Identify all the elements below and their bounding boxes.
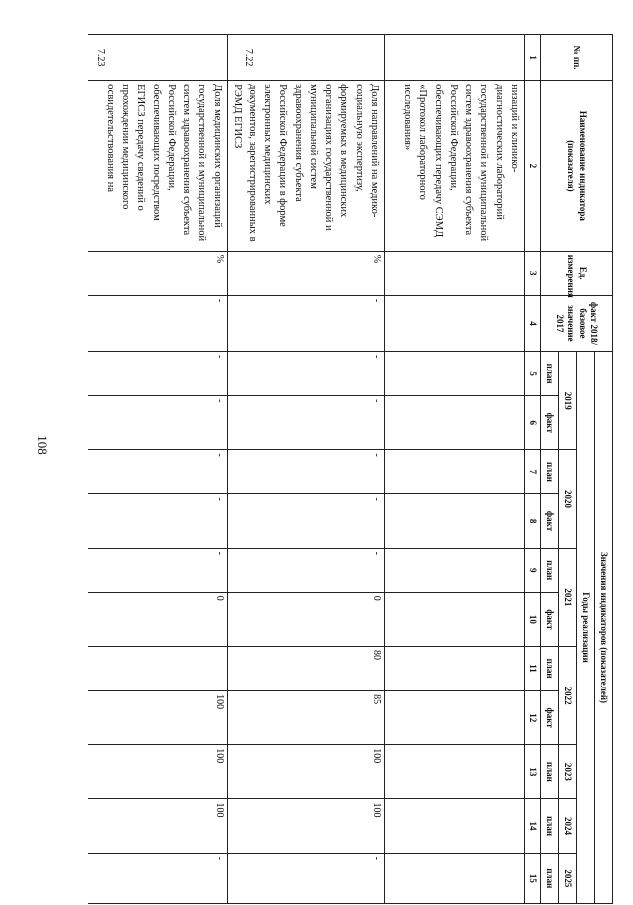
- col-number: 6: [524, 396, 540, 450]
- value-2020-plan: -: [88, 450, 227, 494]
- table-row: [384, 35, 524, 904]
- header-no: № пп.: [541, 35, 613, 81]
- value-2021-plan: [384, 548, 524, 592]
- value-2019-plan: -: [227, 352, 384, 396]
- header-unit: Ед. измерения: [541, 251, 613, 295]
- value-2025-plan: -: [227, 853, 384, 903]
- value-2022-fact: 100: [88, 691, 227, 745]
- value-2020-fact: [384, 494, 524, 548]
- value-2020-fact: -: [88, 494, 227, 548]
- value-2020-plan: -: [227, 450, 384, 494]
- value-2024-plan: [384, 799, 524, 853]
- col-number: 7: [524, 450, 540, 494]
- value-2019-fact: [384, 396, 524, 450]
- value-2021-fact: [384, 592, 524, 646]
- value-2022-fact: 85: [227, 691, 384, 745]
- value-2019-plan: [384, 352, 524, 396]
- header-fact: факт: [541, 691, 559, 745]
- table-row: [88, 35, 227, 904]
- header-year-2022: 2022: [559, 646, 577, 744]
- row-number: 7.22: [227, 35, 384, 81]
- base-value: -: [88, 295, 227, 351]
- header-plan: план: [541, 745, 559, 799]
- value-2024-plan: 100: [227, 799, 384, 853]
- base-value: -: [227, 295, 384, 351]
- header-year-2023: 2023: [559, 745, 577, 799]
- header-plan: план: [541, 853, 559, 903]
- header-fact: факт: [541, 592, 559, 646]
- header-indicators: Значения индикаторов (показателей): [595, 352, 613, 904]
- value-2021-plan: -: [227, 548, 384, 592]
- col-number: 3: [524, 251, 540, 295]
- header-fact: факт: [541, 396, 559, 450]
- col-number: 10: [524, 592, 540, 646]
- rotated-table-container: [88, 34, 613, 904]
- col-number: 14: [524, 799, 540, 853]
- column-number-row: [524, 35, 540, 904]
- table-row: [227, 35, 384, 904]
- header-year-2020: 2020: [559, 450, 577, 548]
- value-2022-plan: [88, 646, 227, 690]
- base-value: [384, 295, 524, 351]
- value-2020-fact: -: [227, 494, 384, 548]
- col-number: 13: [524, 745, 540, 799]
- header-plan: план: [541, 450, 559, 494]
- value-2025-plan: [384, 853, 524, 903]
- header-year-2025: 2025: [559, 853, 577, 903]
- col-number: 12: [524, 691, 540, 745]
- value-2024-plan: 100: [88, 799, 227, 853]
- value-2022-fact: [384, 691, 524, 745]
- unit-cell: %: [88, 251, 227, 295]
- unit-cell: %: [227, 251, 384, 295]
- col-number: 4: [524, 295, 540, 351]
- indicator-table: [88, 34, 613, 904]
- value-2019-fact: -: [227, 396, 384, 450]
- header-years-impl: Годы реализации: [577, 352, 595, 904]
- col-number: 15: [524, 853, 540, 903]
- col-number: 1: [524, 35, 540, 81]
- col-number: 9: [524, 548, 540, 592]
- indicator-name: Доля медицинских организаций государственной и муниципальной систем здравоохранения субъекта Российской Федерации, обеспечивающих посредством ЕГИСЗ передачу сведений о прохождении медицинского освидетельствования на: [88, 81, 227, 252]
- table-area: [88, 34, 613, 904]
- value-2021-fact: 0: [88, 592, 227, 646]
- value-2022-plan: 80: [227, 646, 384, 690]
- col-number: 2: [524, 81, 540, 252]
- header-base: факт 2018/базовое значение 2017: [541, 295, 613, 351]
- col-number: 5: [524, 352, 540, 396]
- header-year-2019: 2019: [559, 352, 577, 450]
- indicator-name: низаций и клинико-диагностических лабораторий государственной и муниципальной систем здравоохранения субъекта Российской Федерации, обеспечивающих передачу СЭМД «Протокол лабораторного исследования»: [384, 81, 524, 252]
- value-2025-plan: -: [88, 853, 227, 903]
- col-number: 8: [524, 494, 540, 548]
- page-number: [22, 437, 62, 457]
- row-number: [384, 35, 524, 81]
- page-number-text: 108: [35, 435, 50, 455]
- header-year-2024: 2024: [559, 799, 577, 853]
- header-fact: факт: [541, 494, 559, 548]
- value-2023-plan: 100: [88, 745, 227, 799]
- header-plan: план: [541, 646, 559, 690]
- value-2023-plan: [384, 745, 524, 799]
- indicator-name: Доля направлений на медико-социальную экспертизу, формируемых в медицинских организациях государственной и муниципальной систем здравоохранения субъекта Российской Федерации в форме электронных медицинских документов, зарегистрированных в РЭМД ЕГИСЗ: [227, 81, 384, 252]
- value-2022-plan: [384, 646, 524, 690]
- header-plan: план: [541, 352, 559, 396]
- value-2021-fact: 0: [227, 592, 384, 646]
- header-year-2021: 2021: [559, 548, 577, 646]
- value-2019-plan: -: [88, 352, 227, 396]
- header-plan: план: [541, 548, 559, 592]
- value-2019-fact: -: [88, 396, 227, 450]
- value-2020-plan: [384, 450, 524, 494]
- value-2023-plan: 100: [227, 745, 384, 799]
- value-2021-plan: -: [88, 548, 227, 592]
- unit-cell: [384, 251, 524, 295]
- row-number: 7.23: [88, 35, 227, 81]
- header-name: Наименование индикатора (показателя): [541, 81, 613, 252]
- col-number: 11: [524, 646, 540, 690]
- header-plan: план: [541, 799, 559, 853]
